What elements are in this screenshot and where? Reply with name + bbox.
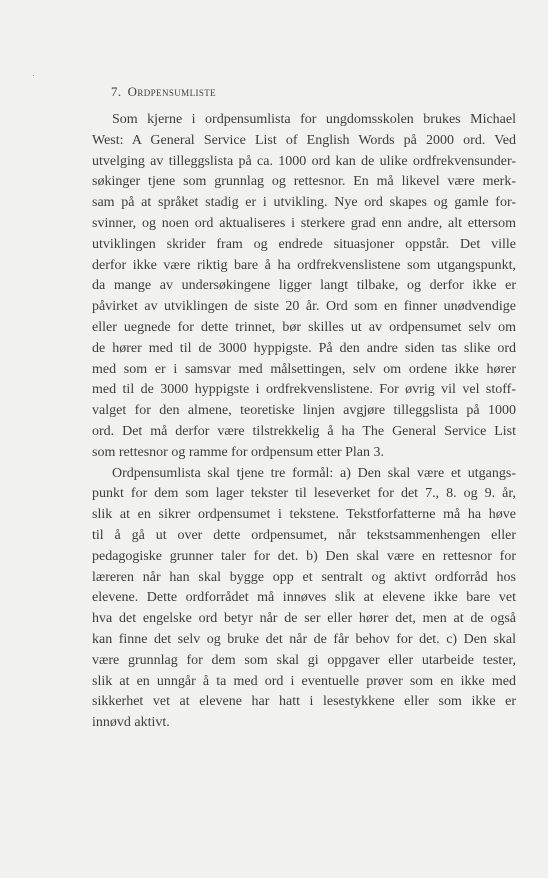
paragraph-1 <box>92 110 516 464</box>
paragraph-line: Ordpensumlista skal tjene tre formål: a) Den skal være et utgangs- <box>112 465 516 481</box>
paragraph-line: elevene. Dette ordforrådet må innøves slik at elevene ikke bare vet <box>92 590 516 606</box>
paragraph-line: til å gå ut over dette ordpensumet, når tekstsammenhengen eller <box>92 527 516 543</box>
paragraph-line: hva det engelske ord betyr når de ser eller hører det, men at de også <box>92 611 516 627</box>
scan-speck <box>33 75 34 76</box>
paragraph-line: derfor ikke være riktig bare å ha ordfrekvenslistene som utgangspunkt, <box>92 257 516 273</box>
paragraph-line: med som er i samsvar med målsettingen, selv om ordene ikke hører <box>92 361 516 377</box>
paragraph-line: som rettesnor og ramme for ordpensum etter Plan 3. <box>92 444 384 460</box>
paragraph-line: utviklingen skrider fram og endrede situasjoner oppstår. Det ville <box>92 236 516 252</box>
paragraph-line: West: A General Service List of English Words på 2000 ord. Ved <box>92 132 516 148</box>
paragraph-line: punkt for dem som lager tekster til leseverket for det 7., 8. og 9. år, <box>92 486 516 502</box>
page-content <box>92 84 516 734</box>
paragraph-line: da mange av undersøkingene ligger langt tilbake, og derfor ikke er <box>92 278 516 294</box>
paragraph-line: de hører med til de 3000 hyppigste. På den andre siden tas slike ord <box>92 340 516 356</box>
paragraph-line: utvelging av tilleggslista på ca. 1000 ord kan de ulike ordfrekvensunder- <box>92 153 516 169</box>
paragraph-line: med til de 3000 hyppigste i ordfrekvenslistene. For øvrig vil vel stoff- <box>92 382 516 398</box>
paragraph-line: svinner, og noen ord aktualiseres i sterkere grad enn andre, alt ettersom <box>92 215 516 231</box>
section-title: Ordpensumliste <box>127 84 217 99</box>
paragraph-line: være grunnlag for dem som skal gi oppgaver eller utarbeide tester, <box>92 652 516 668</box>
paragraph-line: ord. Det må derfor være tilstrekkelig å ha The General Service List <box>92 423 516 439</box>
section-heading <box>111 84 516 100</box>
paragraph-line: Som kjerne i ordpensumlista for ungdomsskolen brukes Michael <box>112 112 516 127</box>
paragraph-line: kan finne det selv og bruke det når de får behov for det. c) Den skal <box>92 631 516 647</box>
paragraph-line: søkinger tjene som grunnlag og rettesnor. En må likevel være merk- <box>92 174 516 190</box>
paragraph-line: påvirket av utviklingen de siste 20 år. Ord som en finner unødvendige <box>92 299 516 315</box>
section-number: 7. <box>111 84 122 99</box>
paragraph-line: læreren når han skal bygge opp et sentralt og aktivt ordforråd hos <box>92 569 516 585</box>
paragraph-line: valget for den almene, teoretiske linjen avgjøre tilleggslista på 1000 <box>92 403 516 419</box>
paragraph-line: innøvd aktivt. <box>92 715 170 731</box>
paragraph-line: eller uegnede for dette trinnet, bør skilles ut av ordpensumet selv om <box>92 319 516 335</box>
paragraph-line: sam på at språket stadig er i utvikling. Nye ord skapes og gamle for- <box>92 195 516 211</box>
paragraph-2 <box>92 464 516 734</box>
paragraph-line: sikkerhet vet at elevene har hatt i lesestykkene eller som ikke er <box>92 694 516 710</box>
paragraph-line: slik at en sikrer ordpensumet i tekstene. Tekstforfatterne må ha høve <box>92 507 516 523</box>
paragraph-line: slik at en unngår å ta med ord i eventuelle prøver som en ikke med <box>92 673 516 689</box>
paragraph-line: pedagogiske grunner taler for det. b) Den skal være en rettesnor for <box>92 548 516 564</box>
